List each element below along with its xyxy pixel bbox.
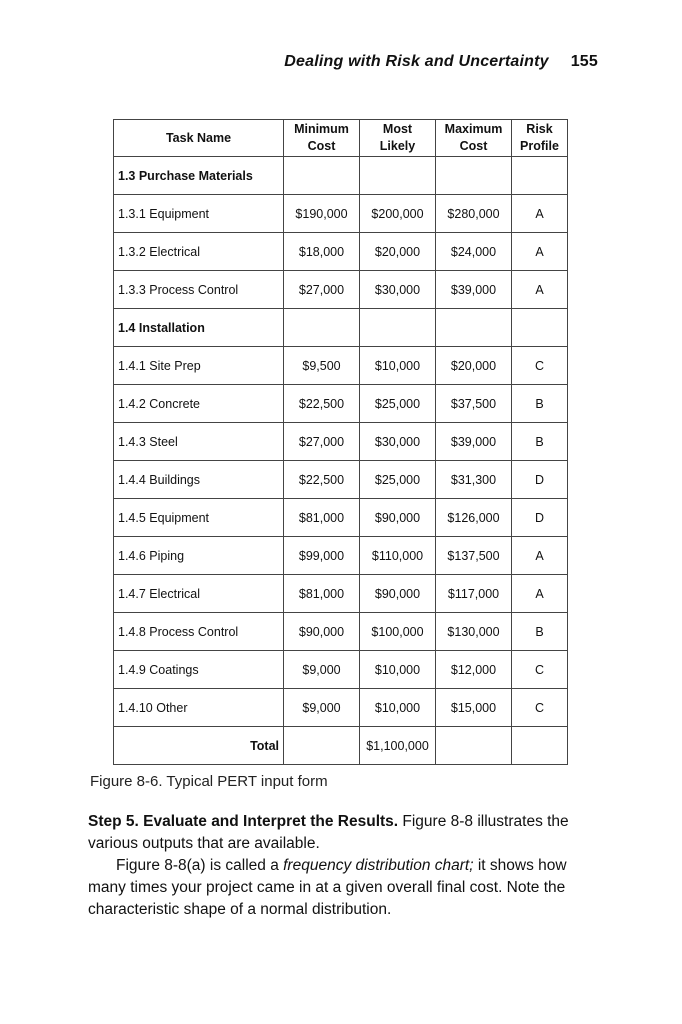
most-likely: $20,000 [360,233,436,271]
table-row [114,499,568,537]
most-likely: $10,000 [360,689,436,727]
maximum-cost: $117,000 [436,575,512,613]
minimum-cost: $22,500 [284,461,360,499]
most-likely: $10,000 [360,651,436,689]
maximum-cost: $15,000 [436,689,512,727]
table-row [114,613,568,651]
risk-profile: A [512,575,568,613]
table-row [114,689,568,727]
maximum-cost: $39,000 [436,271,512,309]
most-likely: $110,000 [360,537,436,575]
table-row [114,195,568,233]
task-name: 1.4.6 Piping [114,537,284,575]
most-likely: $30,000 [360,271,436,309]
section-row [114,309,568,347]
minimum-cost: $81,000 [284,499,360,537]
minimum-cost: $81,000 [284,575,360,613]
most-likely: $90,000 [360,575,436,613]
paragraph-step-5 [88,811,598,855]
most-likely: $10,000 [360,347,436,385]
header-task-name: Task Name [114,120,284,157]
empty-cell [512,157,568,195]
maximum-cost: $20,000 [436,347,512,385]
empty-cell [436,157,512,195]
table-row [114,537,568,575]
task-name: 1.4.3 Steel [114,423,284,461]
minimum-cost: $27,000 [284,271,360,309]
empty-cell [360,157,436,195]
pert-input-table [113,119,568,765]
risk-profile: B [512,613,568,651]
table-row [114,347,568,385]
step-heading: Step 5. Evaluate and Interpret the Results. [88,813,399,830]
minimum-cost: $9,000 [284,689,360,727]
table-row [114,461,568,499]
table-row [114,233,568,271]
task-name: 1.4.9 Coatings [114,651,284,689]
task-name: 1.4.10 Other [114,689,284,727]
risk-profile: A [512,195,568,233]
minimum-cost: $90,000 [284,613,360,651]
maximum-cost: $137,500 [436,537,512,575]
risk-profile: D [512,461,568,499]
running-head [120,53,598,71]
risk-profile: C [512,651,568,689]
minimum-cost: $190,000 [284,195,360,233]
empty-cell [284,157,360,195]
minimum-cost: $99,000 [284,537,360,575]
total-max-cell [436,727,512,765]
maximum-cost: $31,300 [436,461,512,499]
header-maximum-cost: Maximum Cost [436,120,512,157]
table-row [114,651,568,689]
paragraph-frequency [88,855,598,921]
header-most-likely: Most Likely [360,120,436,157]
minimum-cost: $9,000 [284,651,360,689]
section-row [114,157,568,195]
page-number: 155 [570,53,598,70]
empty-cell [512,309,568,347]
table-row [114,385,568,423]
task-name: 1.3.3 Process Control [114,271,284,309]
task-name: 1.4.2 Concrete [114,385,284,423]
header-risk-profile: Risk Profile [512,120,568,157]
most-likely: $25,000 [360,461,436,499]
task-name: 1.3.2 Electrical [114,233,284,271]
section-name: 1.4 Installation [114,309,284,347]
maximum-cost: $24,000 [436,233,512,271]
risk-profile: D [512,499,568,537]
most-likely: $200,000 [360,195,436,233]
total-risk-cell [512,727,568,765]
most-likely: $100,000 [360,613,436,651]
task-name: 1.4.8 Process Control [114,613,284,651]
empty-cell [360,309,436,347]
task-name: 1.4.7 Electrical [114,575,284,613]
total-label: Total [114,727,284,765]
paragraph-2-rest: it shows how many times your project came in at a given overall final cost. Note the characteristic shape of a normal distribution. [88,857,567,918]
frequency-term: frequency distribution chart; [283,857,474,874]
table-row [114,575,568,613]
task-name: 1.3.1 Equipment [114,195,284,233]
maximum-cost: $130,000 [436,613,512,651]
figure-caption: Figure 8-6. Typical PERT input form [90,773,328,790]
risk-profile: A [512,537,568,575]
empty-cell [436,309,512,347]
minimum-cost: $9,500 [284,347,360,385]
paragraph-1-rest: Figure 8-8 illustrates the various outputs that are available. [88,813,569,852]
risk-profile: B [512,423,568,461]
empty-cell [284,309,360,347]
running-head-title: Dealing with Risk and Uncertainty [284,53,549,70]
most-likely: $30,000 [360,423,436,461]
most-likely: $25,000 [360,385,436,423]
risk-profile: A [512,233,568,271]
maximum-cost: $280,000 [436,195,512,233]
total-row [114,727,568,765]
minimum-cost: $22,500 [284,385,360,423]
total-likely: $1,100,000 [360,727,436,765]
header-minimum-cost: Minimum Cost [284,120,360,157]
task-name: 1.4.5 Equipment [114,499,284,537]
maximum-cost: $39,000 [436,423,512,461]
maximum-cost: $126,000 [436,499,512,537]
maximum-cost: $12,000 [436,651,512,689]
most-likely: $90,000 [360,499,436,537]
minimum-cost: $18,000 [284,233,360,271]
task-name: 1.4.1 Site Prep [114,347,284,385]
table-row [114,423,568,461]
paragraph-2-start: Figure 8-8(a) is called a [116,857,284,874]
table-body [114,157,568,727]
maximum-cost: $37,500 [436,385,512,423]
risk-profile: C [512,689,568,727]
risk-profile: A [512,271,568,309]
total-min-cell [284,727,360,765]
risk-profile: B [512,385,568,423]
task-name: 1.4.4 Buildings [114,461,284,499]
risk-profile: C [512,347,568,385]
minimum-cost: $27,000 [284,423,360,461]
section-name: 1.3 Purchase Materials [114,157,284,195]
table-header-row [114,120,568,157]
table-row [114,271,568,309]
body-text [88,811,598,921]
